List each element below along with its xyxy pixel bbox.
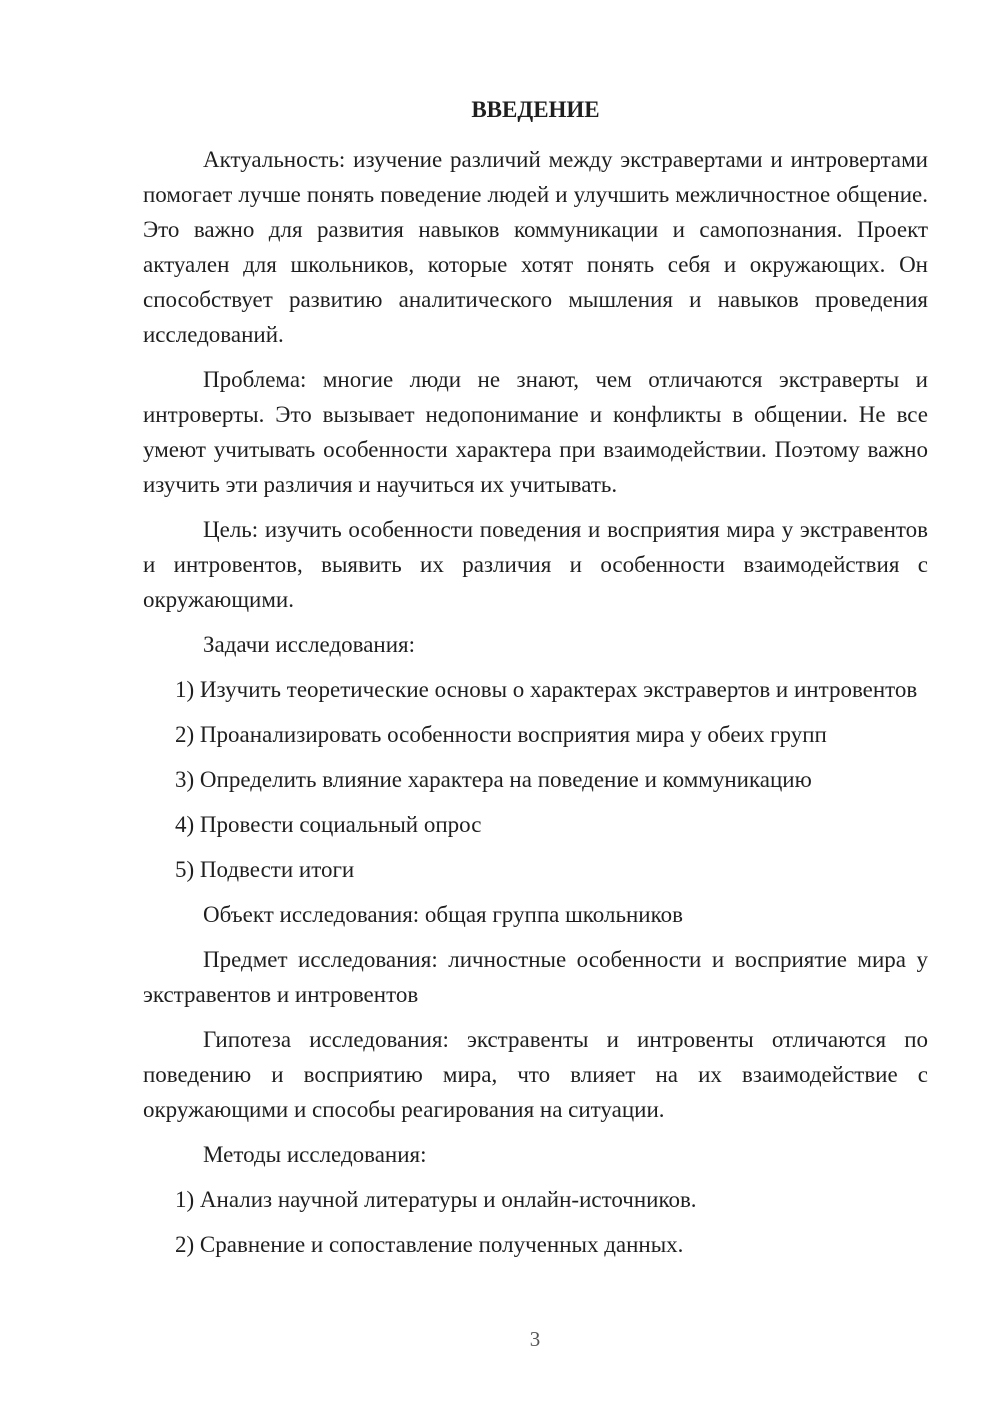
task-item-5: 5) Подвести итоги bbox=[175, 857, 355, 882]
page-title: ВВЕДЕНИЕ bbox=[471, 97, 600, 122]
paragraph-relevance: Актуальность: изучение различий между экстравертами и интровертами помогает лучше понять поведение людей и улучшить межличностное общение. Это важно для развития навыков коммуникации и самопознания. Проект актуален для школьников, которые хотят понять себя и окружающих. Он способствует развитию аналитического мышления и навыков проведения исследований. bbox=[143, 147, 928, 347]
method-item-2: 2) Сравнение и сопоставление полученных данных. bbox=[175, 1232, 684, 1257]
task-item-3: 3) Определить влияние характера на поведение и коммуникацию bbox=[175, 767, 812, 792]
paragraph-subject: Предмет исследования: личностные особенности и восприятие мира у экстравентов и интровентов bbox=[143, 947, 928, 1007]
tasks-heading: Задачи исследования: bbox=[203, 632, 416, 657]
paragraph-goal: Цель: изучить особенности поведения и восприятия мира у экстравентов и интровентов, выявить их различия и особенности взаимодействия с окружающими. bbox=[143, 517, 928, 612]
methods-heading: Методы исследования: bbox=[203, 1142, 427, 1167]
task-item-4: 4) Провести социальный опрос bbox=[175, 812, 482, 837]
paragraph-problem: Проблема: многие люди не знают, чем отличаются экстраверты и интроверты. Это вызывает недопонимание и конфликты в общении. Не все умеют учитывать особенности характера при взаимодействии. Поэтому важно изучить эти различия и научиться их учитывать. bbox=[143, 367, 928, 497]
document-page bbox=[143, 88, 928, 1272]
task-item-2: 2) Проанализировать особенности восприятия мира у обеих групп bbox=[175, 722, 827, 747]
paragraph-object: Объект исследования: общая группа школьников bbox=[203, 902, 683, 927]
paragraph-hypothesis: Гипотеза исследования: экстравенты и интровенты отличаются по поведению и восприятию мира, что влияет на их взаимодействие с окружающими и способы реагирования на ситуации. bbox=[143, 1027, 928, 1122]
task-item-1: 1) Изучить теоретические основы о характерах экстравертов и интровентов bbox=[175, 677, 918, 702]
method-item-1: 1) Анализ научной литературы и онлайн-источников. bbox=[175, 1187, 697, 1212]
page-number: 3 bbox=[529, 1327, 541, 1351]
